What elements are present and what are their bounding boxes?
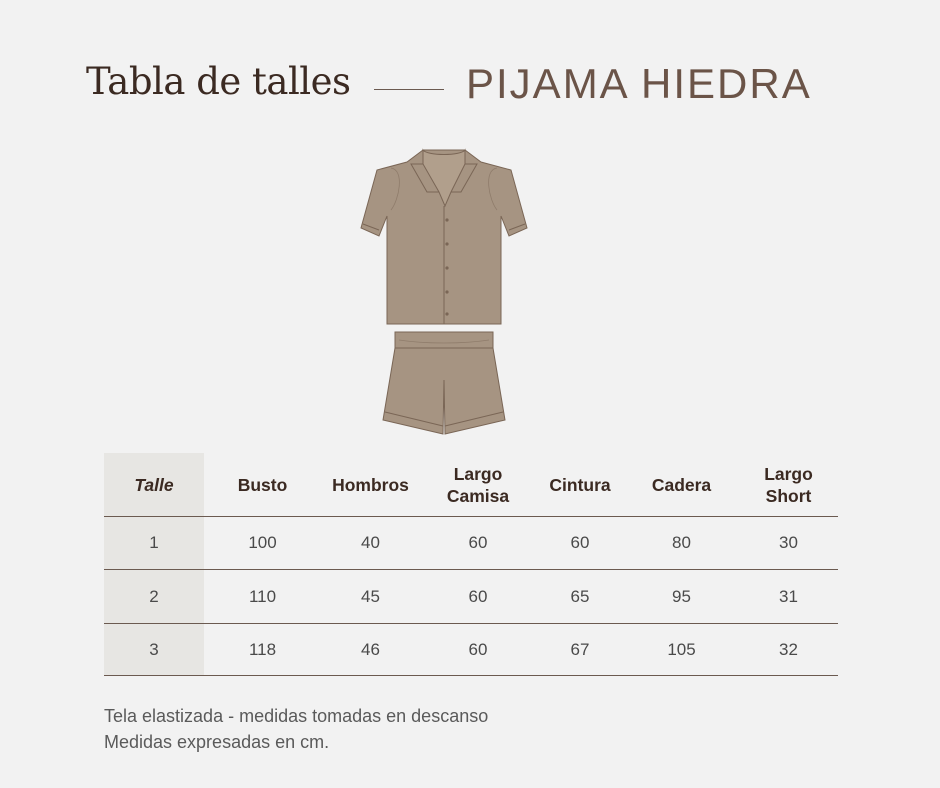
- notes: [104, 703, 488, 755]
- table-row: [104, 517, 838, 570]
- title-row: [0, 0, 940, 130]
- shorts-icon: [383, 332, 505, 434]
- table-cell: 80: [624, 517, 739, 570]
- column-header-text: Largo Camisa: [446, 463, 510, 506]
- note-units: Medidas expresadas en cm.: [104, 732, 330, 752]
- table-header-row: [104, 453, 838, 517]
- column-header: Talle: [104, 453, 204, 517]
- pajama-svg: [355, 140, 535, 440]
- table-cell: 40: [321, 517, 420, 570]
- column-header-text: Largo Short: [764, 463, 813, 506]
- column-header: [420, 453, 536, 517]
- table-cell: 1: [104, 517, 204, 570]
- table-row: [104, 570, 838, 624]
- table-cell: 31: [739, 570, 838, 624]
- table-cell: 45: [321, 570, 420, 624]
- column-header: Busto: [204, 453, 321, 517]
- table-cell: 2: [104, 570, 204, 624]
- table-cell: 65: [536, 570, 624, 624]
- title-divider: [374, 89, 444, 90]
- column-header: [739, 453, 838, 517]
- table-cell: 60: [420, 624, 536, 676]
- table-cell: 105: [624, 624, 739, 676]
- column-header: Hombros: [321, 453, 420, 517]
- size-table: [104, 453, 838, 676]
- table-row: [104, 624, 838, 676]
- page-title: Tabla de talles: [86, 60, 351, 103]
- column-header: Cintura: [536, 453, 624, 517]
- table-cell: 46: [321, 624, 420, 676]
- table-cell: 60: [536, 517, 624, 570]
- table-cell: 32: [739, 624, 838, 676]
- table-cell: 67: [536, 624, 624, 676]
- table-cell: 60: [420, 570, 536, 624]
- note-fabric: Tela elastizada - medidas tomadas en descanso: [104, 706, 489, 726]
- product-name: PIJAMA HIEDRA: [466, 60, 812, 107]
- shirt-icon: [361, 150, 527, 324]
- table-cell: 100: [204, 517, 321, 570]
- table-cell: 3: [104, 624, 204, 676]
- column-header: Cadera: [624, 453, 739, 517]
- table-cell: 95: [624, 570, 739, 624]
- table-cell: 30: [739, 517, 838, 570]
- table-cell: 110: [204, 570, 321, 624]
- table-cell: 60: [420, 517, 536, 570]
- pajama-set-illustration: [355, 140, 535, 440]
- table-cell: 118: [204, 624, 321, 676]
